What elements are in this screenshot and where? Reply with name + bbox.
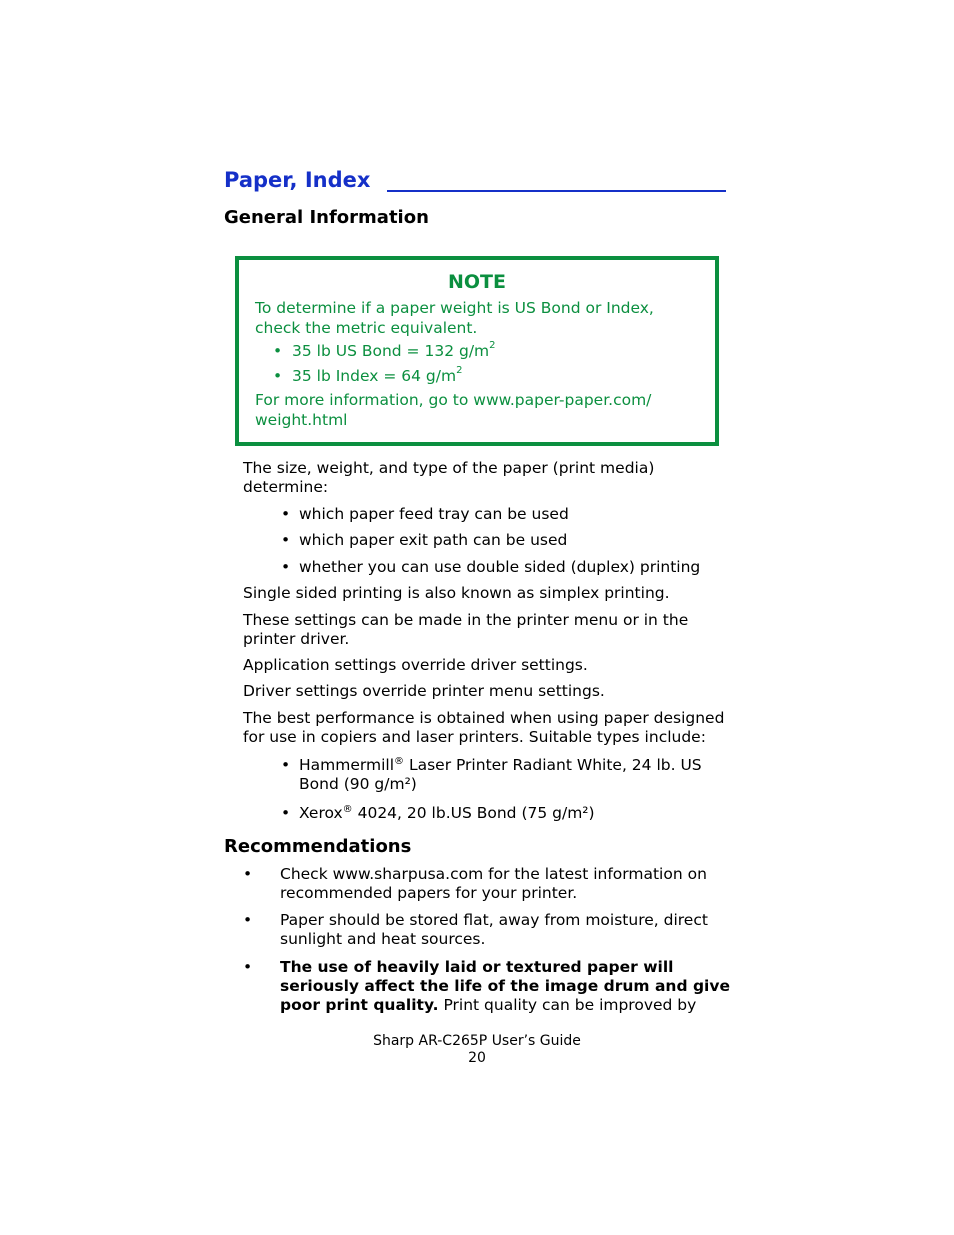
brand-name: Hammermill: [299, 756, 395, 774]
registered-mark: ®: [394, 755, 405, 767]
text-line: Check www.sharpusa.com for the latest information on: [280, 865, 707, 883]
list-item: [281, 531, 721, 550]
bold-text-line: seriously affect the life of the image drum and give: [280, 977, 730, 995]
list-item-text: Bond (90 g/m²): [299, 775, 417, 793]
note-bullet-item: [273, 339, 496, 360]
recommendation-item: [280, 865, 730, 903]
text-line: These settings can be made in the printer menu or in the: [243, 611, 689, 629]
list-item-text: whether you can use double sided (duplex) printing: [299, 558, 701, 576]
list-item-text: which paper exit path can be used: [299, 531, 568, 549]
note-heading: NOTE: [448, 271, 506, 293]
page-number: 20: [468, 1050, 486, 1066]
bullet-dot: •: [281, 756, 291, 774]
text-line: The size, weight, and type of the paper (print media): [243, 459, 655, 477]
note-intro-line1: To determine if a paper weight is US Bond or Index,: [255, 299, 654, 317]
title-underline: [387, 190, 726, 192]
text-line: Paper should be stored flat, away from moisture, direct: [280, 911, 708, 929]
note-more-line1: For more information, go to www.paper-paper.com/: [255, 391, 652, 409]
bullet-dot: •: [281, 804, 291, 822]
note-bullet-item: [273, 364, 463, 385]
note-bullet-text: 35 lb Index = 64 g/m: [292, 367, 457, 385]
recommendation-item: [280, 911, 730, 949]
bullet-dot: •: [281, 505, 291, 523]
bullet-dot: •: [243, 911, 253, 929]
section-heading-recommendations: Recommendations: [224, 836, 412, 857]
paragraph: Driver settings override printer menu settings.: [243, 682, 605, 700]
note-intro-line2: check the metric equivalent.: [255, 319, 478, 337]
section-heading-general: General Information: [224, 207, 429, 228]
paragraph: [243, 459, 733, 497]
bullet-dot: •: [273, 367, 283, 385]
paragraph: Application settings override driver settings.: [243, 656, 588, 674]
list-item-text: Laser Printer Radiant White, 24 lb. US: [404, 756, 702, 774]
bullet-dot: •: [243, 865, 253, 883]
bullet-dot: •: [281, 558, 291, 576]
footer-guide-title: Sharp AR-C265P User’s Guide: [373, 1033, 581, 1049]
bullet-dot: •: [243, 958, 253, 976]
note-bullet-text: 35 lb US Bond = 132 g/m: [292, 342, 490, 360]
superscript: 2: [456, 364, 463, 376]
list-item: [281, 558, 721, 577]
page-title: Paper, Index: [224, 168, 371, 192]
text-line: for use in copiers and laser printers. Suitable types include:: [243, 728, 706, 746]
text-line: recommended papers for your printer.: [280, 884, 578, 902]
bold-text: poor print quality.: [280, 996, 439, 1014]
bullet-dot: •: [281, 531, 291, 549]
text: Print quality can be improved by: [438, 996, 697, 1014]
list-item: [281, 804, 721, 823]
list-item-text: which paper feed tray can be used: [299, 505, 569, 523]
text-line: printer driver.: [243, 630, 350, 648]
text-line: The best performance is obtained when using paper designed: [243, 709, 725, 727]
text-line: determine:: [243, 478, 329, 496]
note-box: [235, 256, 719, 446]
bullet-dot: •: [273, 342, 283, 360]
list-item: [281, 756, 721, 794]
paragraph: [243, 709, 733, 747]
brand-name: Xerox: [299, 804, 343, 822]
superscript: 2: [489, 339, 496, 351]
text-line: sunlight and heat sources.: [280, 930, 486, 948]
recommendation-item: [280, 958, 730, 1015]
list-item-text: 4024, 20 lb.US Bond (75 g/m²): [352, 804, 595, 822]
paragraph: [243, 611, 733, 649]
bold-text-line: The use of heavily laid or textured paper will: [280, 958, 674, 976]
note-more-line2: weight.html: [255, 411, 348, 429]
registered-mark: ®: [342, 803, 353, 815]
paragraph: Single sided printing is also known as simplex printing.: [243, 584, 670, 602]
list-item: [281, 505, 721, 524]
